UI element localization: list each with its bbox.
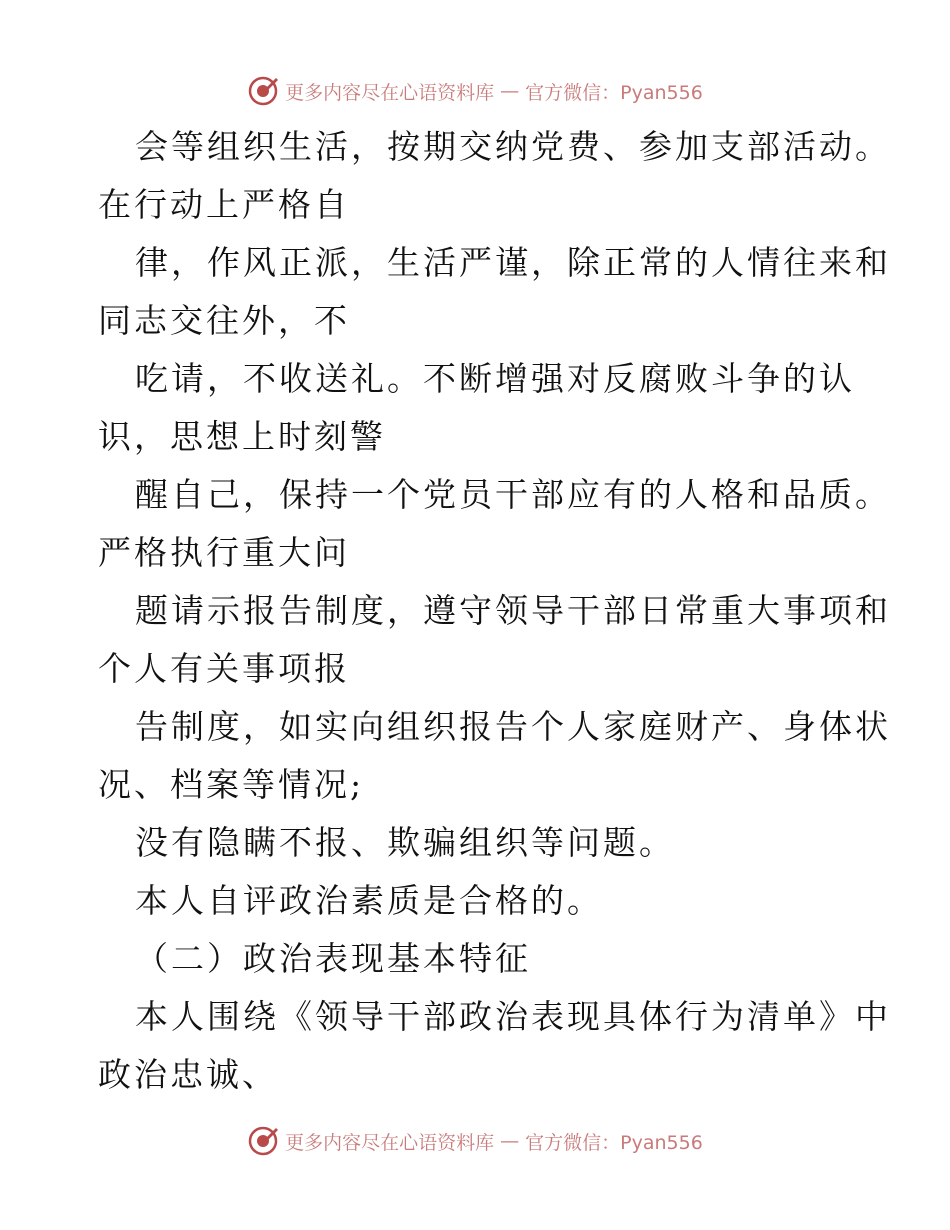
text-line: 醒自己，保持一个党员干部应有的人格和品质。	[135, 475, 891, 514]
text-line: 况、档案等情况;	[98, 765, 365, 804]
text-line: 告制度，如实向组织报告个人家庭财产、身体状	[135, 707, 891, 746]
text-line: 同志交往外，不	[98, 301, 350, 340]
text-line: 题请示报告制度，遵守领导干部日常重大事项和	[135, 591, 891, 630]
text-line: 吃请，不收送礼。不断增强对反腐败斗争的认	[135, 359, 855, 398]
banner-separator: —	[500, 1130, 520, 1152]
footer-watermark	[0, 1124, 950, 1158]
text-line: 在行动上严格自	[98, 185, 350, 224]
header-watermark	[0, 74, 950, 108]
pen-logo-icon	[247, 1125, 279, 1157]
banner-slogan: 更多内容尽在心语资料库	[285, 81, 495, 104]
text-line: 识，思想上时刻警	[98, 417, 386, 456]
text-line: 律，作风正派，生活严谨，除正常的人情往来和	[135, 243, 891, 282]
text-line: 严格执行重大问	[98, 533, 350, 572]
text-line: 会等组织生活，按期交纳党费、参加支部活动。	[135, 127, 891, 166]
banner-wechat: 官方微信：Pyan556	[525, 81, 703, 104]
text-line: 本人自评政治素质是合格的。	[135, 881, 603, 920]
section-heading: （二）政治表现基本特征	[135, 939, 531, 978]
banner-slogan: 更多内容尽在心语资料库	[285, 1131, 495, 1154]
text-line: 个人有关事项报	[98, 649, 350, 688]
banner-separator: —	[500, 80, 520, 102]
text-line: 没有隐瞒不报、欺骗组织等问题。	[135, 823, 675, 862]
pen-logo-icon	[247, 75, 279, 107]
text-line: 本人围绕《领导干部政治表现具体行为清单》中	[135, 997, 891, 1036]
banner-wechat: 官方微信：Pyan556	[525, 1131, 703, 1154]
text-line: 政治忠诚、	[98, 1055, 278, 1094]
